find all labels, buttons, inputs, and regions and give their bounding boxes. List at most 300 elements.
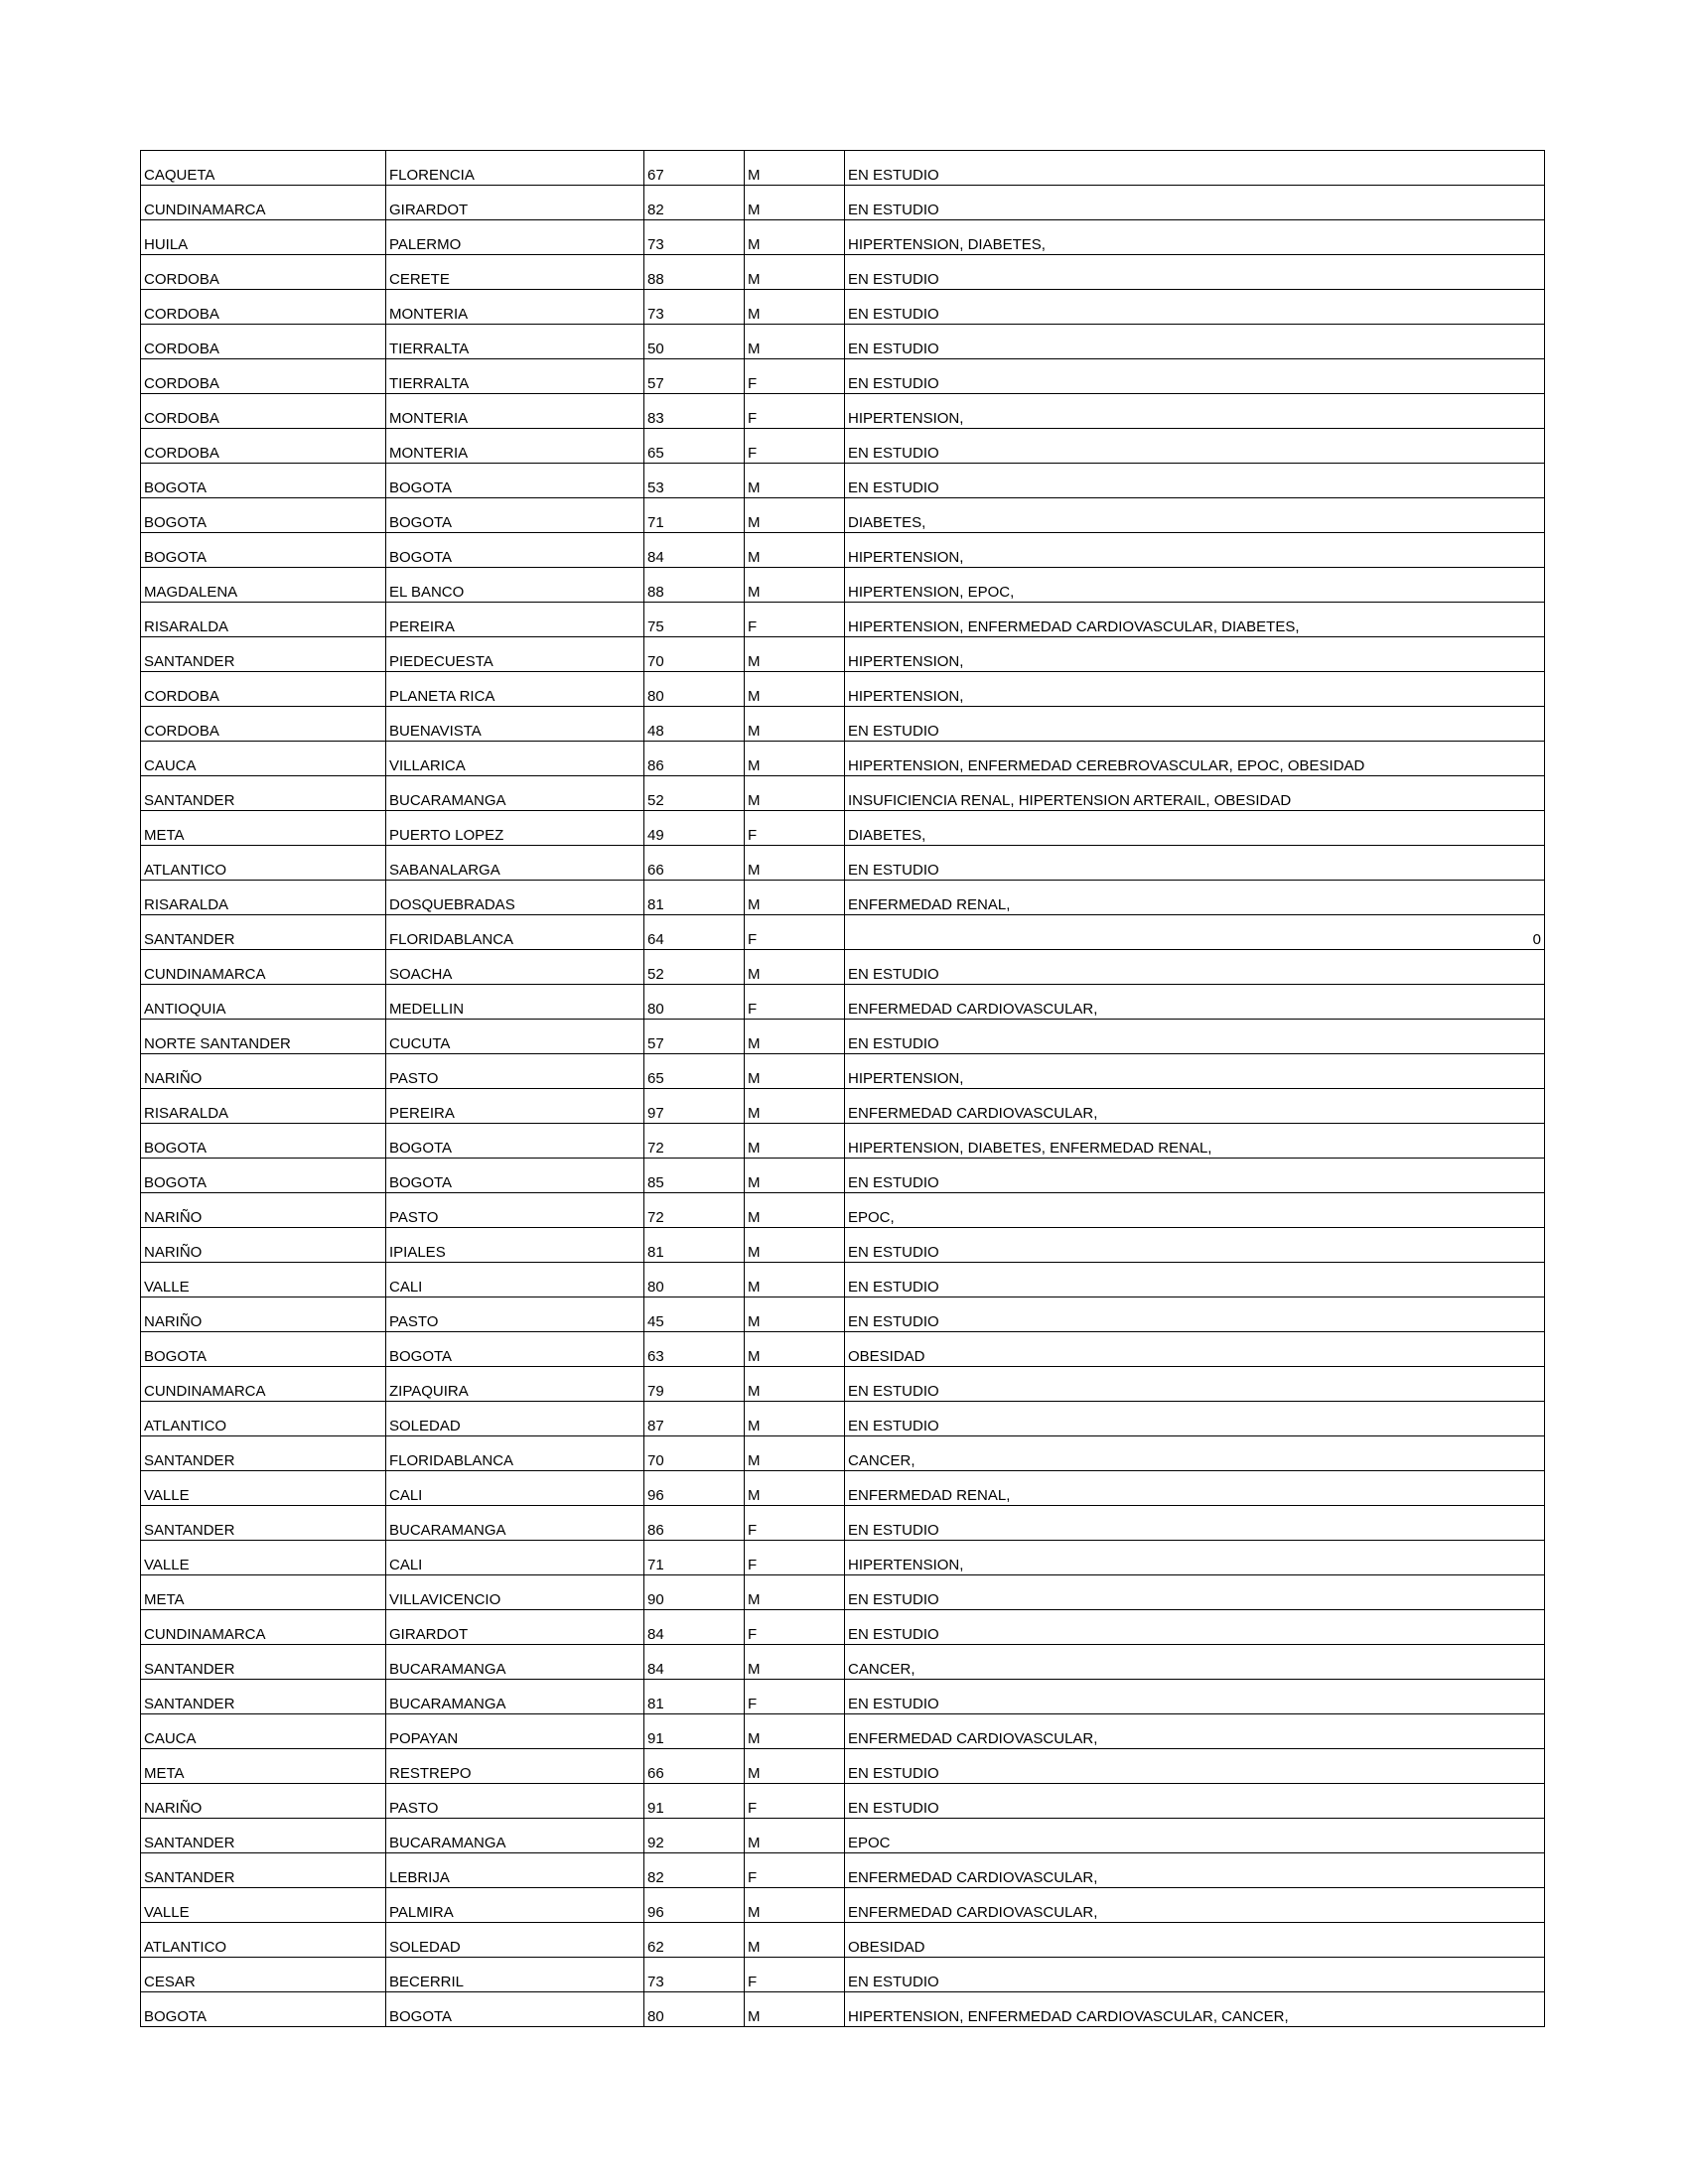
comorbilidad-cell: ENFERMEDAD CARDIOVASCULAR, <box>845 1888 1545 1923</box>
edad-cell: 86 <box>644 1506 745 1541</box>
municipio-cell: LEBRIJA <box>386 1853 644 1888</box>
table-row <box>141 1297 1545 1332</box>
table-row <box>141 1089 1545 1124</box>
table-row <box>141 1923 1545 1958</box>
comorbilidad-cell: EN ESTUDIO <box>845 1610 1545 1645</box>
edad-cell: 71 <box>644 1541 745 1575</box>
municipio-cell: POPAYAN <box>386 1714 644 1749</box>
edad-cell: 73 <box>644 220 745 255</box>
departamento-cell: SANTANDER <box>141 1645 386 1680</box>
sexo-cell: M <box>745 672 845 707</box>
departamento-cell: NARIÑO <box>141 1193 386 1228</box>
departamento-cell: CUNDINAMARCA <box>141 1367 386 1402</box>
municipio-cell: BUCARAMANGA <box>386 1506 644 1541</box>
comorbilidad-cell: EN ESTUDIO <box>845 325 1545 359</box>
municipio-cell: CALI <box>386 1471 644 1506</box>
municipio-cell: BOGOTA <box>386 533 644 568</box>
departamento-cell: VALLE <box>141 1471 386 1506</box>
comorbilidad-cell: EN ESTUDIO <box>845 464 1545 498</box>
municipio-cell: FLORENCIA <box>386 151 644 186</box>
municipio-cell: PASTO <box>386 1297 644 1332</box>
edad-cell: 96 <box>644 1888 745 1923</box>
sexo-cell: F <box>745 1958 845 1992</box>
sexo-cell: F <box>745 359 845 394</box>
municipio-cell: TIERRALTA <box>386 359 644 394</box>
municipio-cell: SOLEDAD <box>386 1923 644 1958</box>
departamento-cell: SANTANDER <box>141 1680 386 1714</box>
sexo-cell: M <box>745 1332 845 1367</box>
table-row <box>141 1575 1545 1610</box>
departamento-cell: CUNDINAMARCA <box>141 950 386 985</box>
municipio-cell: ZIPAQUIRA <box>386 1367 644 1402</box>
sexo-cell: M <box>745 1819 845 1853</box>
table-row <box>141 1541 1545 1575</box>
sexo-cell: M <box>745 1020 845 1054</box>
table-row <box>141 1992 1545 2027</box>
table-row <box>141 1680 1545 1714</box>
municipio-cell: BECERRIL <box>386 1958 644 1992</box>
edad-cell: 92 <box>644 1819 745 1853</box>
departamento-cell: CORDOBA <box>141 672 386 707</box>
edad-cell: 96 <box>644 1471 745 1506</box>
municipio-cell: CALI <box>386 1263 644 1297</box>
municipio-cell: BOGOTA <box>386 1992 644 2027</box>
municipio-cell: PUERTO LOPEZ <box>386 811 644 846</box>
edad-cell: 66 <box>644 1749 745 1784</box>
table-row <box>141 1159 1545 1193</box>
departamento-cell: SANTANDER <box>141 1506 386 1541</box>
municipio-cell: PEREIRA <box>386 603 644 637</box>
departamento-cell: SANTANDER <box>141 915 386 950</box>
table-row <box>141 1958 1545 1992</box>
edad-cell: 80 <box>644 672 745 707</box>
departamento-cell: SANTANDER <box>141 1819 386 1853</box>
data-sheet <box>140 150 1544 2027</box>
table-row <box>141 568 1545 603</box>
sexo-cell: M <box>745 846 845 881</box>
comorbilidad-cell: OBESIDAD <box>845 1332 1545 1367</box>
municipio-cell: TIERRALTA <box>386 325 644 359</box>
sexo-cell: M <box>745 1992 845 2027</box>
municipio-cell: PLANETA RICA <box>386 672 644 707</box>
municipio-cell: DOSQUEBRADAS <box>386 881 644 915</box>
table-row <box>141 325 1545 359</box>
comorbilidad-cell: EN ESTUDIO <box>845 1784 1545 1819</box>
comorbilidad-cell: EN ESTUDIO <box>845 359 1545 394</box>
table-row <box>141 603 1545 637</box>
municipio-cell: RESTREPO <box>386 1749 644 1784</box>
edad-cell: 65 <box>644 1054 745 1089</box>
edad-cell: 82 <box>644 1853 745 1888</box>
comorbilidad-cell: HIPERTENSION, <box>845 533 1545 568</box>
comorbilidad-cell: EN ESTUDIO <box>845 1958 1545 1992</box>
departamento-cell: VALLE <box>141 1263 386 1297</box>
table-row <box>141 1853 1545 1888</box>
table-row <box>141 1784 1545 1819</box>
comorbilidad-cell: HIPERTENSION, <box>845 672 1545 707</box>
sexo-cell: M <box>745 776 845 811</box>
comorbilidad-cell: HIPERTENSION, EPOC, <box>845 568 1545 603</box>
table-row <box>141 1054 1545 1089</box>
edad-cell: 70 <box>644 1436 745 1471</box>
comorbilidad-cell: HIPERTENSION, ENFERMEDAD CARDIOVASCULAR, CANCER, <box>845 1992 1545 2027</box>
comorbilidad-cell: EN ESTUDIO <box>845 1367 1545 1402</box>
municipio-cell: MEDELLIN <box>386 985 644 1020</box>
sexo-cell: M <box>745 220 845 255</box>
departamento-cell: BOGOTA <box>141 1992 386 2027</box>
sexo-cell: M <box>745 568 845 603</box>
table-row <box>141 881 1545 915</box>
comorbilidad-cell: DIABETES, <box>845 498 1545 533</box>
table-row <box>141 1506 1545 1541</box>
sexo-cell: M <box>745 1575 845 1610</box>
comorbilidad-cell: EN ESTUDIO <box>845 846 1545 881</box>
municipio-cell: PASTO <box>386 1193 644 1228</box>
departamento-cell: ATLANTICO <box>141 1923 386 1958</box>
sexo-cell: M <box>745 1263 845 1297</box>
data-table <box>140 150 1545 2027</box>
edad-cell: 88 <box>644 255 745 290</box>
edad-cell: 72 <box>644 1193 745 1228</box>
departamento-cell: CUNDINAMARCA <box>141 1610 386 1645</box>
edad-cell: 72 <box>644 1124 745 1159</box>
departamento-cell: SANTANDER <box>141 776 386 811</box>
municipio-cell: GIRARDOT <box>386 1610 644 1645</box>
comorbilidad-cell: EN ESTUDIO <box>845 1228 1545 1263</box>
sexo-cell: M <box>745 1923 845 1958</box>
sexo-cell: M <box>745 1714 845 1749</box>
municipio-cell: FLORIDABLANCA <box>386 915 644 950</box>
comorbilidad-cell: EN ESTUDIO <box>845 1159 1545 1193</box>
sexo-cell: F <box>745 1784 845 1819</box>
municipio-cell: PALERMO <box>386 220 644 255</box>
table-row <box>141 776 1545 811</box>
departamento-cell: ATLANTICO <box>141 846 386 881</box>
comorbilidad-cell: EPOC <box>845 1819 1545 1853</box>
edad-cell: 81 <box>644 1680 745 1714</box>
sexo-cell: M <box>745 151 845 186</box>
departamento-cell: CORDOBA <box>141 429 386 464</box>
edad-cell: 63 <box>644 1332 745 1367</box>
comorbilidad-cell: EN ESTUDIO <box>845 707 1545 742</box>
edad-cell: 62 <box>644 1923 745 1958</box>
comorbilidad-cell: EN ESTUDIO <box>845 1749 1545 1784</box>
table-row <box>141 672 1545 707</box>
comorbilidad-cell: CANCER, <box>845 1645 1545 1680</box>
departamento-cell: ANTIOQUIA <box>141 985 386 1020</box>
sexo-cell: M <box>745 1089 845 1124</box>
municipio-cell: VILLAVICENCIO <box>386 1575 644 1610</box>
table-row <box>141 498 1545 533</box>
municipio-cell: SOACHA <box>386 950 644 985</box>
table-row <box>141 1402 1545 1436</box>
departamento-cell: NARIÑO <box>141 1784 386 1819</box>
sexo-cell: M <box>745 1645 845 1680</box>
edad-cell: 86 <box>644 742 745 776</box>
departamento-cell: RISARALDA <box>141 881 386 915</box>
table-row <box>141 1020 1545 1054</box>
edad-cell: 88 <box>644 568 745 603</box>
sexo-cell: M <box>745 1193 845 1228</box>
comorbilidad-cell: INSUFICIENCIA RENAL, HIPERTENSION ARTERAIL, OBESIDAD <box>845 776 1545 811</box>
departamento-cell: VALLE <box>141 1888 386 1923</box>
table-row <box>141 533 1545 568</box>
edad-cell: 80 <box>644 1263 745 1297</box>
table-row <box>141 1888 1545 1923</box>
comorbilidad-cell: HIPERTENSION, <box>845 1054 1545 1089</box>
sexo-cell: F <box>745 429 845 464</box>
municipio-cell: PALMIRA <box>386 1888 644 1923</box>
table-row <box>141 1610 1545 1645</box>
municipio-cell: BUCARAMANGA <box>386 1680 644 1714</box>
sexo-cell: M <box>745 881 845 915</box>
departamento-cell: ATLANTICO <box>141 1402 386 1436</box>
comorbilidad-cell: OBESIDAD <box>845 1923 1545 1958</box>
departamento-cell: MAGDALENA <box>141 568 386 603</box>
sexo-cell: F <box>745 1541 845 1575</box>
sexo-cell: M <box>745 1888 845 1923</box>
edad-cell: 64 <box>644 915 745 950</box>
municipio-cell: SOLEDAD <box>386 1402 644 1436</box>
table-row <box>141 1436 1545 1471</box>
municipio-cell: FLORIDABLANCA <box>386 1436 644 1471</box>
departamento-cell: CORDOBA <box>141 707 386 742</box>
comorbilidad-cell: EN ESTUDIO <box>845 151 1545 186</box>
comorbilidad-cell: HIPERTENSION, <box>845 637 1545 672</box>
comorbilidad-cell: EN ESTUDIO <box>845 1263 1545 1297</box>
comorbilidad-cell: ENFERMEDAD RENAL, <box>845 1471 1545 1506</box>
sexo-cell: F <box>745 985 845 1020</box>
municipio-cell: BUCARAMANGA <box>386 1819 644 1853</box>
municipio-cell: MONTERIA <box>386 429 644 464</box>
edad-cell: 48 <box>644 707 745 742</box>
departamento-cell: CORDOBA <box>141 394 386 429</box>
departamento-cell: CAQUETA <box>141 151 386 186</box>
departamento-cell: CORDOBA <box>141 325 386 359</box>
municipio-cell: MONTERIA <box>386 290 644 325</box>
table-row <box>141 1714 1545 1749</box>
comorbilidad-cell: HIPERTENSION, <box>845 394 1545 429</box>
edad-cell: 83 <box>644 394 745 429</box>
municipio-cell: PASTO <box>386 1054 644 1089</box>
departamento-cell: CORDOBA <box>141 255 386 290</box>
edad-cell: 80 <box>644 985 745 1020</box>
departamento-cell: VALLE <box>141 1541 386 1575</box>
departamento-cell: SANTANDER <box>141 1436 386 1471</box>
comorbilidad-cell: ENFERMEDAD CARDIOVASCULAR, <box>845 1089 1545 1124</box>
comorbilidad-cell: EN ESTUDIO <box>845 1402 1545 1436</box>
table-row <box>141 1193 1545 1228</box>
comorbilidad-cell: EN ESTUDIO <box>845 186 1545 220</box>
municipio-cell: BOGOTA <box>386 1124 644 1159</box>
sexo-cell: M <box>745 1228 845 1263</box>
table-row <box>141 1367 1545 1402</box>
sexo-cell: M <box>745 1054 845 1089</box>
table-row <box>141 1124 1545 1159</box>
municipio-cell: BUENAVISTA <box>386 707 644 742</box>
departamento-cell: NARIÑO <box>141 1228 386 1263</box>
edad-cell: 84 <box>644 1610 745 1645</box>
sexo-cell: F <box>745 915 845 950</box>
edad-cell: 57 <box>644 1020 745 1054</box>
departamento-cell: SANTANDER <box>141 637 386 672</box>
comorbilidad-cell: ENFERMEDAD CARDIOVASCULAR, <box>845 985 1545 1020</box>
sexo-cell: F <box>745 1680 845 1714</box>
departamento-cell: CESAR <box>141 1958 386 1992</box>
table-row <box>141 811 1545 846</box>
edad-cell: 87 <box>644 1402 745 1436</box>
table-row <box>141 394 1545 429</box>
municipio-cell: MONTERIA <box>386 394 644 429</box>
comorbilidad-cell: ENFERMEDAD RENAL, <box>845 881 1545 915</box>
departamento-cell: CORDOBA <box>141 290 386 325</box>
table-row <box>141 220 1545 255</box>
departamento-cell: NORTE SANTANDER <box>141 1020 386 1054</box>
sexo-cell: F <box>745 1506 845 1541</box>
comorbilidad-cell: ENFERMEDAD CARDIOVASCULAR, <box>845 1853 1545 1888</box>
table-row <box>141 1645 1545 1680</box>
departamento-cell: NARIÑO <box>141 1054 386 1089</box>
table-body <box>141 151 1545 2027</box>
sexo-cell: M <box>745 950 845 985</box>
sexo-cell: M <box>745 1297 845 1332</box>
municipio-cell: GIRARDOT <box>386 186 644 220</box>
sexo-cell: F <box>745 1610 845 1645</box>
table-row <box>141 1471 1545 1506</box>
edad-cell: 70 <box>644 637 745 672</box>
table-row <box>141 429 1545 464</box>
edad-cell: 50 <box>644 325 745 359</box>
departamento-cell: META <box>141 811 386 846</box>
table-row <box>141 742 1545 776</box>
departamento-cell: BOGOTA <box>141 1332 386 1367</box>
comorbilidad-cell: HIPERTENSION, <box>845 1541 1545 1575</box>
municipio-cell: SABANALARGA <box>386 846 644 881</box>
sexo-cell: F <box>745 603 845 637</box>
edad-cell: 91 <box>644 1714 745 1749</box>
sexo-cell: M <box>745 1749 845 1784</box>
municipio-cell: VILLARICA <box>386 742 644 776</box>
sexo-cell: M <box>745 325 845 359</box>
comorbilidad-cell: HIPERTENSION, ENFERMEDAD CEREBROVASCULAR, EPOC, OBESIDAD <box>845 742 1545 776</box>
table-row <box>141 637 1545 672</box>
table-row <box>141 707 1545 742</box>
comorbilidad-cell: ENFERMEDAD CARDIOVASCULAR, <box>845 1714 1545 1749</box>
comorbilidad-cell: EN ESTUDIO <box>845 290 1545 325</box>
comorbilidad-cell: EN ESTUDIO <box>845 1297 1545 1332</box>
table-row <box>141 1263 1545 1297</box>
sexo-cell: M <box>745 742 845 776</box>
comorbilidad-cell: CANCER, <box>845 1436 1545 1471</box>
municipio-cell: PASTO <box>386 1784 644 1819</box>
comorbilidad-cell: EN ESTUDIO <box>845 950 1545 985</box>
departamento-cell: HUILA <box>141 220 386 255</box>
sexo-cell: M <box>745 186 845 220</box>
edad-cell: 67 <box>644 151 745 186</box>
municipio-cell: BUCARAMANGA <box>386 776 644 811</box>
edad-cell: 71 <box>644 498 745 533</box>
departamento-cell: CAUCA <box>141 742 386 776</box>
comorbilidad-cell: HIPERTENSION, DIABETES, <box>845 220 1545 255</box>
edad-cell: 80 <box>644 1992 745 2027</box>
table-row <box>141 186 1545 220</box>
sexo-cell: M <box>745 290 845 325</box>
municipio-cell: CALI <box>386 1541 644 1575</box>
departamento-cell: CUNDINAMARCA <box>141 186 386 220</box>
departamento-cell: BOGOTA <box>141 1124 386 1159</box>
edad-cell: 81 <box>644 1228 745 1263</box>
departamento-cell: NARIÑO <box>141 1297 386 1332</box>
sexo-cell: M <box>745 1436 845 1471</box>
table-row <box>141 1749 1545 1784</box>
table-row <box>141 290 1545 325</box>
sexo-cell: F <box>745 1853 845 1888</box>
departamento-cell: BOGOTA <box>141 1159 386 1193</box>
edad-cell: 91 <box>644 1784 745 1819</box>
comorbilidad-cell: EN ESTUDIO <box>845 1575 1545 1610</box>
edad-cell: 81 <box>644 881 745 915</box>
sexo-cell: M <box>745 707 845 742</box>
departamento-cell: BOGOTA <box>141 498 386 533</box>
edad-cell: 49 <box>644 811 745 846</box>
departamento-cell: CAUCA <box>141 1714 386 1749</box>
municipio-cell: CERETE <box>386 255 644 290</box>
sexo-cell: M <box>745 1402 845 1436</box>
comorbilidad-cell: 0 <box>845 915 1545 950</box>
edad-cell: 84 <box>644 533 745 568</box>
sexo-cell: M <box>745 1367 845 1402</box>
table-row <box>141 985 1545 1020</box>
edad-cell: 65 <box>644 429 745 464</box>
table-row <box>141 915 1545 950</box>
comorbilidad-cell: EPOC, <box>845 1193 1545 1228</box>
departamento-cell: META <box>141 1749 386 1784</box>
sexo-cell: M <box>745 1124 845 1159</box>
table-row <box>141 1332 1545 1367</box>
municipio-cell: IPIALES <box>386 1228 644 1263</box>
comorbilidad-cell: HIPERTENSION, ENFERMEDAD CARDIOVASCULAR, DIABETES, <box>845 603 1545 637</box>
sexo-cell: M <box>745 637 845 672</box>
departamento-cell: RISARALDA <box>141 1089 386 1124</box>
table-row <box>141 950 1545 985</box>
comorbilidad-cell: DIABETES, <box>845 811 1545 846</box>
edad-cell: 82 <box>644 186 745 220</box>
edad-cell: 66 <box>644 846 745 881</box>
sexo-cell: M <box>745 1471 845 1506</box>
sexo-cell: M <box>745 533 845 568</box>
table-row <box>141 846 1545 881</box>
sexo-cell: F <box>745 394 845 429</box>
edad-cell: 45 <box>644 1297 745 1332</box>
municipio-cell: BOGOTA <box>386 1332 644 1367</box>
sexo-cell: M <box>745 464 845 498</box>
departamento-cell: SANTANDER <box>141 1853 386 1888</box>
edad-cell: 73 <box>644 290 745 325</box>
departamento-cell: BOGOTA <box>141 533 386 568</box>
table-row <box>141 1819 1545 1853</box>
municipio-cell: CUCUTA <box>386 1020 644 1054</box>
edad-cell: 73 <box>644 1958 745 1992</box>
sexo-cell: M <box>745 1159 845 1193</box>
sexo-cell: M <box>745 498 845 533</box>
comorbilidad-cell: EN ESTUDIO <box>845 1020 1545 1054</box>
departamento-cell: CORDOBA <box>141 359 386 394</box>
departamento-cell: BOGOTA <box>141 464 386 498</box>
table-row <box>141 255 1545 290</box>
sexo-cell: M <box>745 255 845 290</box>
municipio-cell: BOGOTA <box>386 498 644 533</box>
departamento-cell: META <box>141 1575 386 1610</box>
